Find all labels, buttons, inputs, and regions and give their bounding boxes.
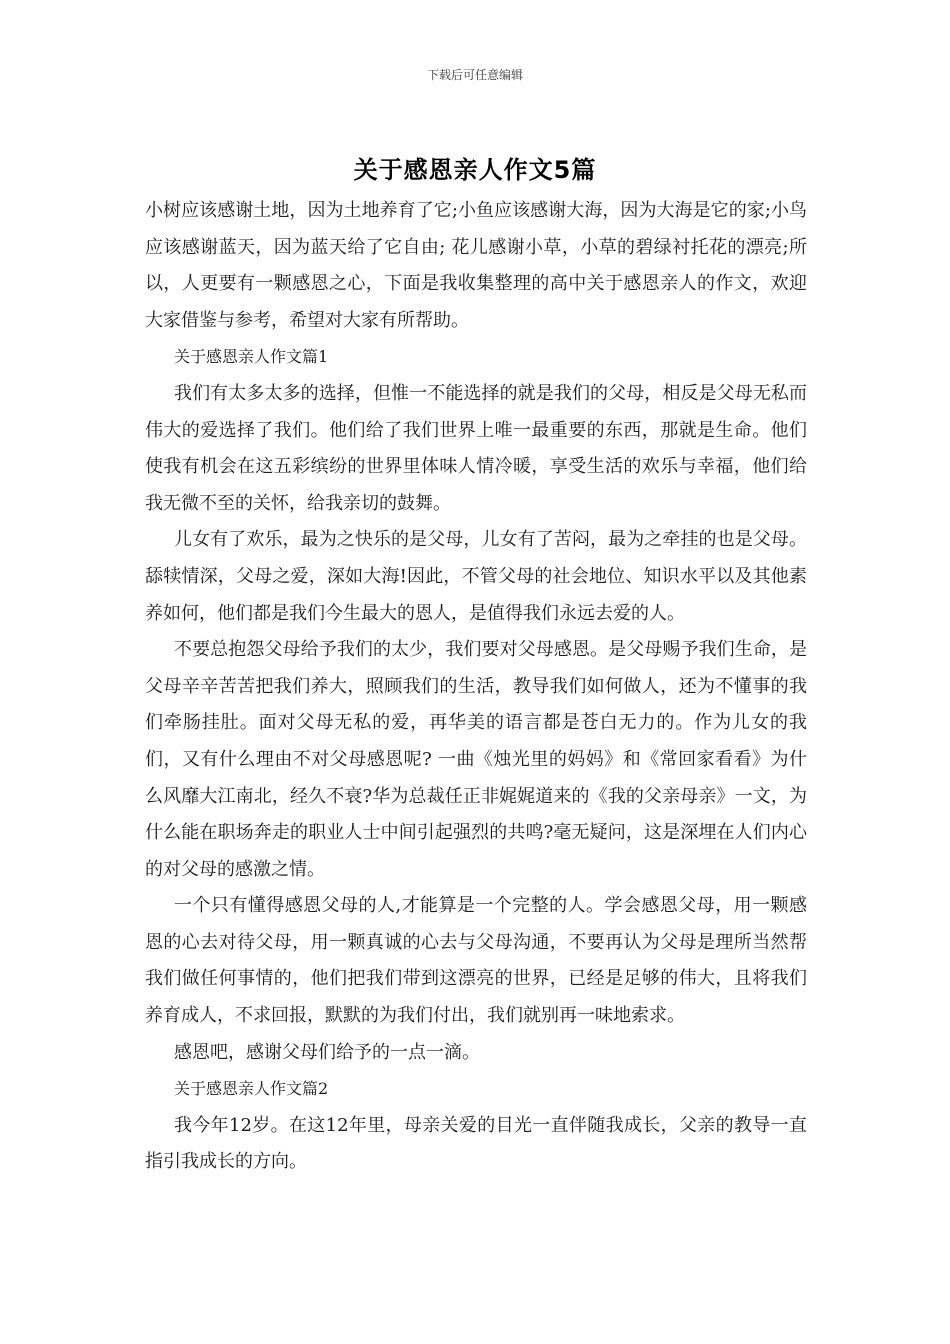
intro-paragraph: 小树应该感谢土地，因为土地养育了它;小鱼应该感谢大海，因为大海是它的家;小鸟应该感谢蓝天，因为蓝天给了它自由; 花儿感谢小草，小草的碧绿衬托花的漂亮;所以，人更要有一颗感恩之心，下面是我收集整理的高中关于感恩亲人的作文，欢迎大家借鉴与参考，希望对大家有所帮助。 [145,200,808,331]
document-body [145,193,807,1181]
body-paragraph: 我今年12岁。在这12年里，母亲关爱的目光一直伴随我成长，父亲的教导一直指引我成长的方向。 [145,1114,807,1173]
body-paragraph: 一个只有懂得感恩父母的人,才能算是一个完整的人。学会感恩父母，用一颗感恩的心去对待父母，用一颗真诚的心去与父母沟通，不要再认为父母是理所当然帮我们做任何事情的，他们把我们带到这漂亮的世界，已经是足够的伟大，且将我们养育成人，不求回报，默默的为我们付出，我们就别再一味地索求。 [145,895,807,1027]
body-paragraph: 不要总抱怨父母给予我们的太少，我们要对父母感恩。是父母赐予我们生命，是父母辛辛苦苦把我们养大，照顾我们的生活，教导我们如何做人，还为不懂事的我们牵肠挂肚。面对父母无私的爱，再华美的语言都是苍白无力的。作为儿女的我们，又有什么理由不对父母感恩呢? 一曲《烛光里的妈妈》和《常回家看看》为什么风靡大江南北，经久不衰?华为总裁任正非娓娓道来的《我的父亲母亲》一文，为什么能在职场奔走的职业人士中间引起强烈的共鸣?毫无疑问，这是深埋在人们内心的对父母的感激之情。 [145,639,807,880]
header-note: 下载后可任意编辑 [426,68,523,82]
body-paragraph: 我们有太多太多的选择，但惟一不能选择的就是我们的父母，相反是父母无私而伟大的爱选择了我们。他们给了我们世界上唯一最重要的东西，那就是生命。他们使我有机会在这五彩缤纷的世界里体味人情冷暖，享受生活的欢乐与幸福，他们给我无微不至的关怀，给我亲切的鼓舞。 [145,382,807,514]
document-title: 关于感恩亲人作文5篇 [353,156,597,184]
section-heading-1: 关于感恩亲人作文篇1 [174,347,329,367]
section-heading-2: 关于感恩亲人作文篇2 [174,1079,329,1099]
body-paragraph: 感恩吧，感谢父母们给予的一点一滴。 [174,1041,480,1063]
body-paragraph: 儿女有了欢乐，最为之快乐的是父母，儿女有了苦闷，最为之牵挂的也是父母。舔犊情深，父母之爱，深如大海!因此，不管父母的社会地位、知识水平以及其他素养如何，他们都是我们今生最大的恩人，是值得我们永远去爱的人。 [145,529,807,624]
